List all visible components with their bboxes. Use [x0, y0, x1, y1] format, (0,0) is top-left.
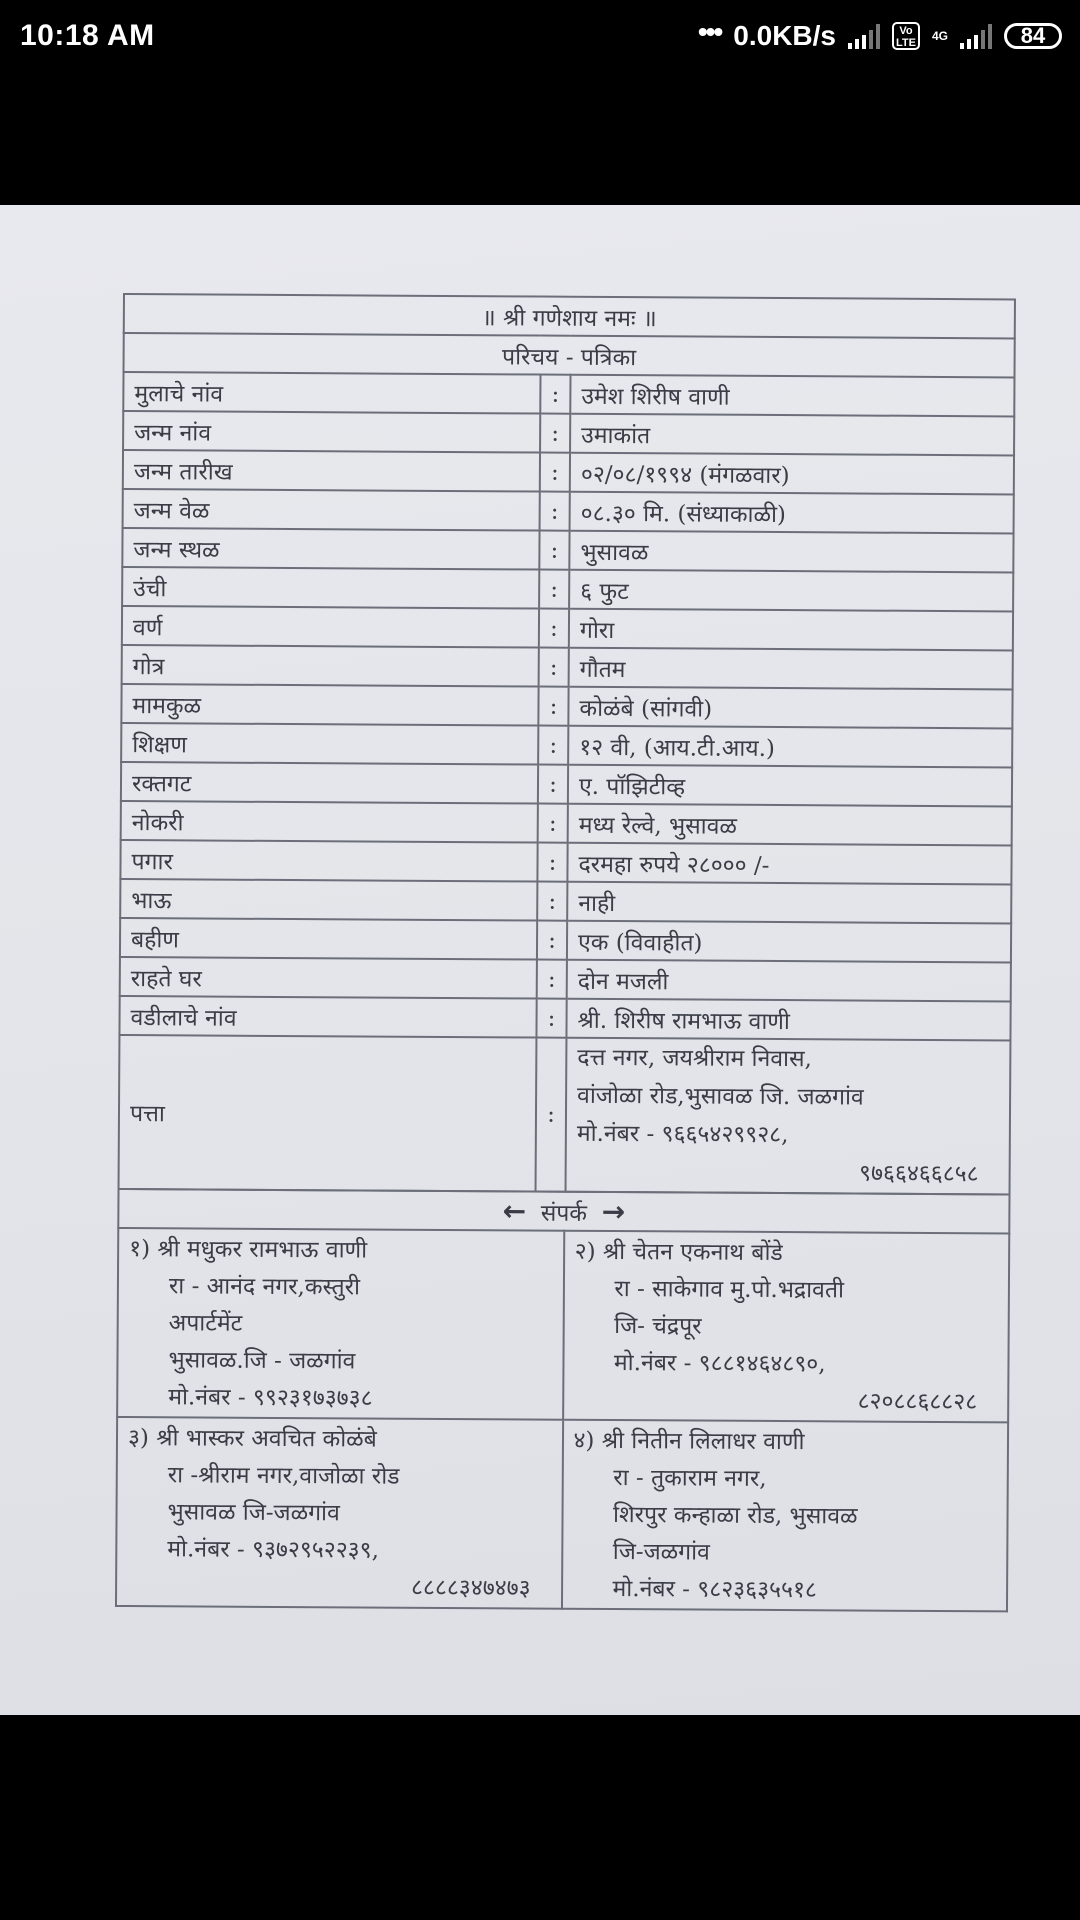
detail-label: नोकरी — [121, 801, 538, 843]
separator: : — [538, 765, 568, 804]
contact-row — [117, 1228, 1009, 1422]
detail-row — [123, 450, 1014, 494]
detail-label: भाऊ — [120, 879, 537, 921]
detail-label: जन्म तारीख — [123, 450, 540, 492]
address-line: वांजोळा रोड,भुसावळ जि. जळगांव — [577, 1082, 864, 1111]
detail-row — [120, 879, 1011, 923]
title-row — [124, 333, 1015, 377]
detail-row — [122, 567, 1013, 611]
contact-header-label: संपर्क — [540, 1200, 588, 1227]
clock: 10:18 AM — [20, 19, 155, 52]
detail-row — [123, 411, 1014, 455]
separator: : — [538, 804, 568, 843]
contact-row — [116, 1417, 1008, 1611]
signal-strength-icon — [848, 23, 880, 49]
detail-value: ६ फुट — [569, 570, 1013, 612]
contact-name: २) श्री चेतन एकनाथ बोंडे — [574, 1238, 783, 1267]
detail-value: कोळंबे (सांगवी) — [568, 687, 1012, 729]
separator: : — [540, 414, 570, 453]
contact-line: भुसावळ जि-जळगांव — [167, 1499, 340, 1527]
detail-value: गौतम — [569, 648, 1013, 690]
detail-label: वर्ण — [122, 606, 539, 648]
address-phone: मो.नंबर - ९६६५४२९९२८, — [576, 1120, 789, 1149]
separator: : — [539, 531, 569, 570]
detail-value: नाही — [567, 882, 1011, 924]
detail-row — [121, 801, 1012, 845]
separator: : — [537, 843, 567, 882]
detail-label: उंची — [122, 567, 539, 609]
signal-strength-2-icon — [960, 23, 992, 49]
separator: : — [536, 999, 566, 1038]
invocation-row — [124, 294, 1015, 338]
detail-label: जन्म स्थळ — [122, 528, 539, 570]
detail-label: मुलाचे नांव — [123, 372, 540, 414]
status-icons — [697, 16, 1062, 52]
separator: : — [540, 375, 570, 414]
detail-row — [121, 684, 1012, 728]
detail-row — [122, 528, 1013, 572]
detail-label: राहते घर — [120, 957, 537, 999]
separator: : — [539, 609, 569, 648]
invocation-text: ॥ श्री गणेशाय नमः ॥ — [124, 294, 1015, 338]
separator: : — [537, 882, 567, 921]
detail-value: दरमहा रुपये २८००० /- — [567, 843, 1011, 885]
detail-row — [120, 840, 1011, 884]
detail-row — [121, 762, 1012, 806]
detail-value: ए. पॉझिटीव्ह — [568, 765, 1012, 807]
detail-label: मामकुळ — [121, 684, 538, 726]
separator: : — [539, 648, 569, 687]
contact-phone: मो.नंबर - ९८८१४६४८९०, — [613, 1350, 826, 1378]
detail-label: गोत्र — [122, 645, 539, 687]
contact-name: ३) श्री भास्कर अवचित कोळंबे — [127, 1425, 377, 1453]
battery-indicator: 84 — [1004, 23, 1062, 49]
detail-row — [120, 957, 1011, 1001]
network-type: 4G — [931, 29, 948, 43]
contact-header — [118, 1189, 1009, 1233]
card-title: परिचय - पत्रिका — [124, 333, 1015, 377]
detail-value: उमाकांत — [570, 414, 1014, 456]
contact-line: भुसावळ.जि - जळगांव — [168, 1347, 356, 1375]
contact-phone: मो.नंबर - ९३७२९५२२३९, — [167, 1536, 380, 1564]
contact-table — [115, 1188, 1011, 1612]
contact-name: १) श्री मधुकर रामभाऊ वाणी — [129, 1236, 368, 1264]
status-bar — [0, 0, 1080, 72]
contact-entry — [563, 1231, 1010, 1423]
separator: : — [538, 726, 568, 765]
detail-label: रक्तगट — [121, 762, 538, 804]
detail-value: उमेश शिरीष वाणी — [570, 375, 1014, 417]
separator: : — [537, 921, 567, 960]
detail-label: वडीलाचे नांव — [119, 996, 536, 1038]
address-phone-2: ९७६६४६६८५८ — [858, 1160, 979, 1188]
detail-label: बहीण — [120, 918, 537, 960]
contact-line: जि-जळगांव — [612, 1539, 710, 1566]
detail-value: श्री. शिरीष रामभाऊ वाणी — [566, 999, 1010, 1041]
detail-value: १२ वी, (आय.टी.आय.) — [568, 726, 1012, 768]
volte-icon: Vo LTE — [892, 22, 920, 50]
detail-value: मध्य रेल्वे, भुसावळ — [568, 804, 1012, 846]
address-value — [566, 1038, 1011, 1195]
separator: : — [540, 453, 570, 492]
address-label: पत्ता — [119, 1035, 537, 1192]
photo-image[interactable] — [0, 205, 1080, 1715]
biodata-table — [118, 293, 1016, 1195]
detail-value: भुसावळ — [569, 531, 1013, 573]
contact-entry — [561, 1420, 1008, 1612]
arrow-left-icon: ← — [502, 1194, 527, 1228]
arrow-right-icon: → — [601, 1194, 626, 1229]
detail-row — [122, 606, 1013, 650]
address-line: दत्त नगर, जयश्रीराम निवास, — [577, 1044, 812, 1073]
detail-row — [122, 645, 1013, 689]
detail-value: ०२/०८/१९९४ (मंगळवार) — [570, 453, 1014, 495]
network-speed: 0.0KB/s — [733, 20, 836, 51]
contact-line: रा -श्रीराम नगर,वाजोळा रोड — [167, 1462, 400, 1490]
contact-line: रा - साकेगाव मु.पो.भद्रावती — [614, 1276, 845, 1304]
contact-entry — [116, 1417, 563, 1609]
biodata-card — [115, 293, 1016, 1612]
separator: : — [540, 492, 570, 531]
address-row — [119, 1035, 1011, 1194]
separator: : — [538, 687, 568, 726]
detail-row — [121, 723, 1012, 767]
detail-row — [119, 996, 1010, 1040]
separator: : — [537, 960, 567, 999]
contact-line: अपार्टमेंट — [168, 1310, 243, 1337]
contact-phone-2: ८८८८३४७४७३ — [410, 1574, 531, 1602]
contact-line: जि- चंद्रपूर — [614, 1313, 702, 1340]
detail-value: ०८.३० मि. (संध्याकाळी) — [570, 492, 1014, 534]
detail-value: गोरा — [569, 609, 1013, 651]
detail-row — [120, 918, 1011, 962]
contact-line: शिरपुर कन्हाळा रोड, भुसावळ — [612, 1502, 858, 1530]
detail-label: जन्म वेळ — [123, 489, 540, 531]
contact-phone: मो.नंबर - ९८२३६३५५१८ — [612, 1576, 817, 1604]
contact-entry — [117, 1228, 564, 1420]
detail-row — [123, 372, 1014, 416]
more-dots-icon: ••• — [697, 16, 722, 47]
contact-line: रा - तुकाराम नगर, — [613, 1465, 767, 1492]
detail-row — [123, 489, 1014, 533]
contact-line: रा - आनंद नगर,कस्तुरी — [168, 1273, 361, 1301]
detail-value: दोन मजली — [567, 960, 1011, 1002]
contact-name: ४) श्री नितीन लिलाधर वाणी — [573, 1427, 805, 1456]
detail-label: जन्म नांव — [123, 411, 540, 453]
separator: : — [536, 1038, 567, 1192]
detail-value: एक (विवाहीत) — [567, 921, 1011, 963]
contact-phone: मो.नंबर - ९९२३१७३७३८ — [168, 1384, 373, 1412]
separator: : — [539, 570, 569, 609]
detail-label: पगार — [120, 840, 537, 882]
detail-label: शिक्षण — [121, 723, 538, 765]
contact-header-row — [118, 1189, 1009, 1233]
contact-phone-2: ८२०८८६८८२८ — [857, 1388, 978, 1416]
